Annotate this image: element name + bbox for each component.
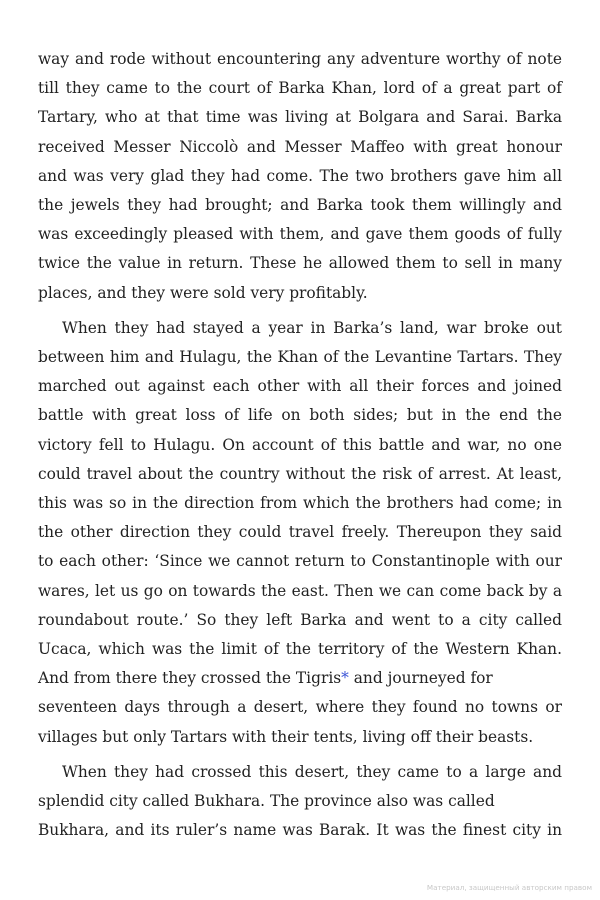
paragraph-1-line-5: and was very glad they had come. The two brothers gave him all (38, 166, 562, 185)
paragraph-1-line-1: way and rode without encountering any adventure worthy of note (38, 50, 562, 68)
paragraph-2-line-14: seventeen days through a desert, where they found no towns or (38, 698, 562, 717)
paragraph-1 (38, 45, 562, 308)
paragraph-2-line-13-text: And from there they crossed the Tigris (38, 669, 342, 688)
paragraph-2-line-1: When they had stayed a year in Barka’s land, war broke out (62, 318, 562, 337)
paragraph-1-line-8: twice the value in return. These he allowed them to sell in many (38, 254, 562, 273)
paragraph-2-line-13-rest: and journeyed for (348, 669, 493, 688)
paragraph-2-line-12: Ucaca, which was the limit of the territory of the Western Khan. (38, 640, 562, 659)
paragraph-3-line-1: When they had crossed this desert, they came to a large and (62, 762, 562, 781)
footnote-marker[interactable]: * (341, 669, 349, 688)
paragraph-3 (38, 758, 562, 846)
paragraph-2-line-13 (38, 664, 562, 693)
paragraph-2-line-2: between him and Hulagu, the Khan of the Levantine Tartars. They (38, 348, 562, 367)
copyright-watermark: Материал, защищенный авторским правом (426, 883, 592, 892)
paragraph-2-line-11: roundabout route.’ So they left Barka and went to a city called (38, 610, 562, 629)
paragraph-2 (38, 314, 562, 752)
book-page (38, 45, 562, 845)
paragraph-2-line-3: marched out against each other with all their forces and joined (38, 377, 562, 396)
paragraph-2-line-7: this was so in the direction from which the brothers had come; in (38, 494, 562, 513)
paragraph-2-line-5: victory fell to Hulagu. On account of this battle and war, no one (38, 435, 562, 454)
paragraph-1-line-6: the jewels they had brought; and Barka took them willingly and (38, 196, 562, 215)
paragraph-2-line-8: the other direction they could travel freely. Thereupon they said (38, 523, 562, 542)
paragraph-1-line-2: till they came to the court of Barka Khan, lord of a great part of (38, 79, 562, 98)
paragraph-2-line-15: villages but only Tartars with their tents, living off their beasts. (38, 727, 534, 746)
paragraph-2-line-9: to each other: ‘Since we cannot return to Constantinople with our (38, 552, 562, 571)
paragraph-1-line-3: Tartary, who at that time was living at Bolgara and Sarai. Barka (38, 108, 562, 127)
paragraph-3-line-3: Bukhara, and its ruler’s name was Barak. It was the finest city in (38, 821, 562, 840)
paragraph-2-line-10: wares, let us go on towards the east. Then we can come back by a (38, 581, 562, 600)
paragraph-1-line-4: received Messer Niccolò and Messer Maffeo with great honour (38, 137, 562, 156)
paragraph-1-line-9: places, and they were sold very profitably. (38, 283, 368, 302)
paragraph-1-line-7: was exceedingly pleased with them, and gave them goods of fully (38, 225, 562, 244)
paragraph-2-line-4: battle with great loss of life on both sides; but in the end the (38, 406, 562, 425)
paragraph-2-line-6: could travel about the country without the risk of arrest. At least, (38, 464, 562, 483)
paragraph-3-line-2: splendid city called Bukhara. The province also was called (38, 792, 495, 811)
